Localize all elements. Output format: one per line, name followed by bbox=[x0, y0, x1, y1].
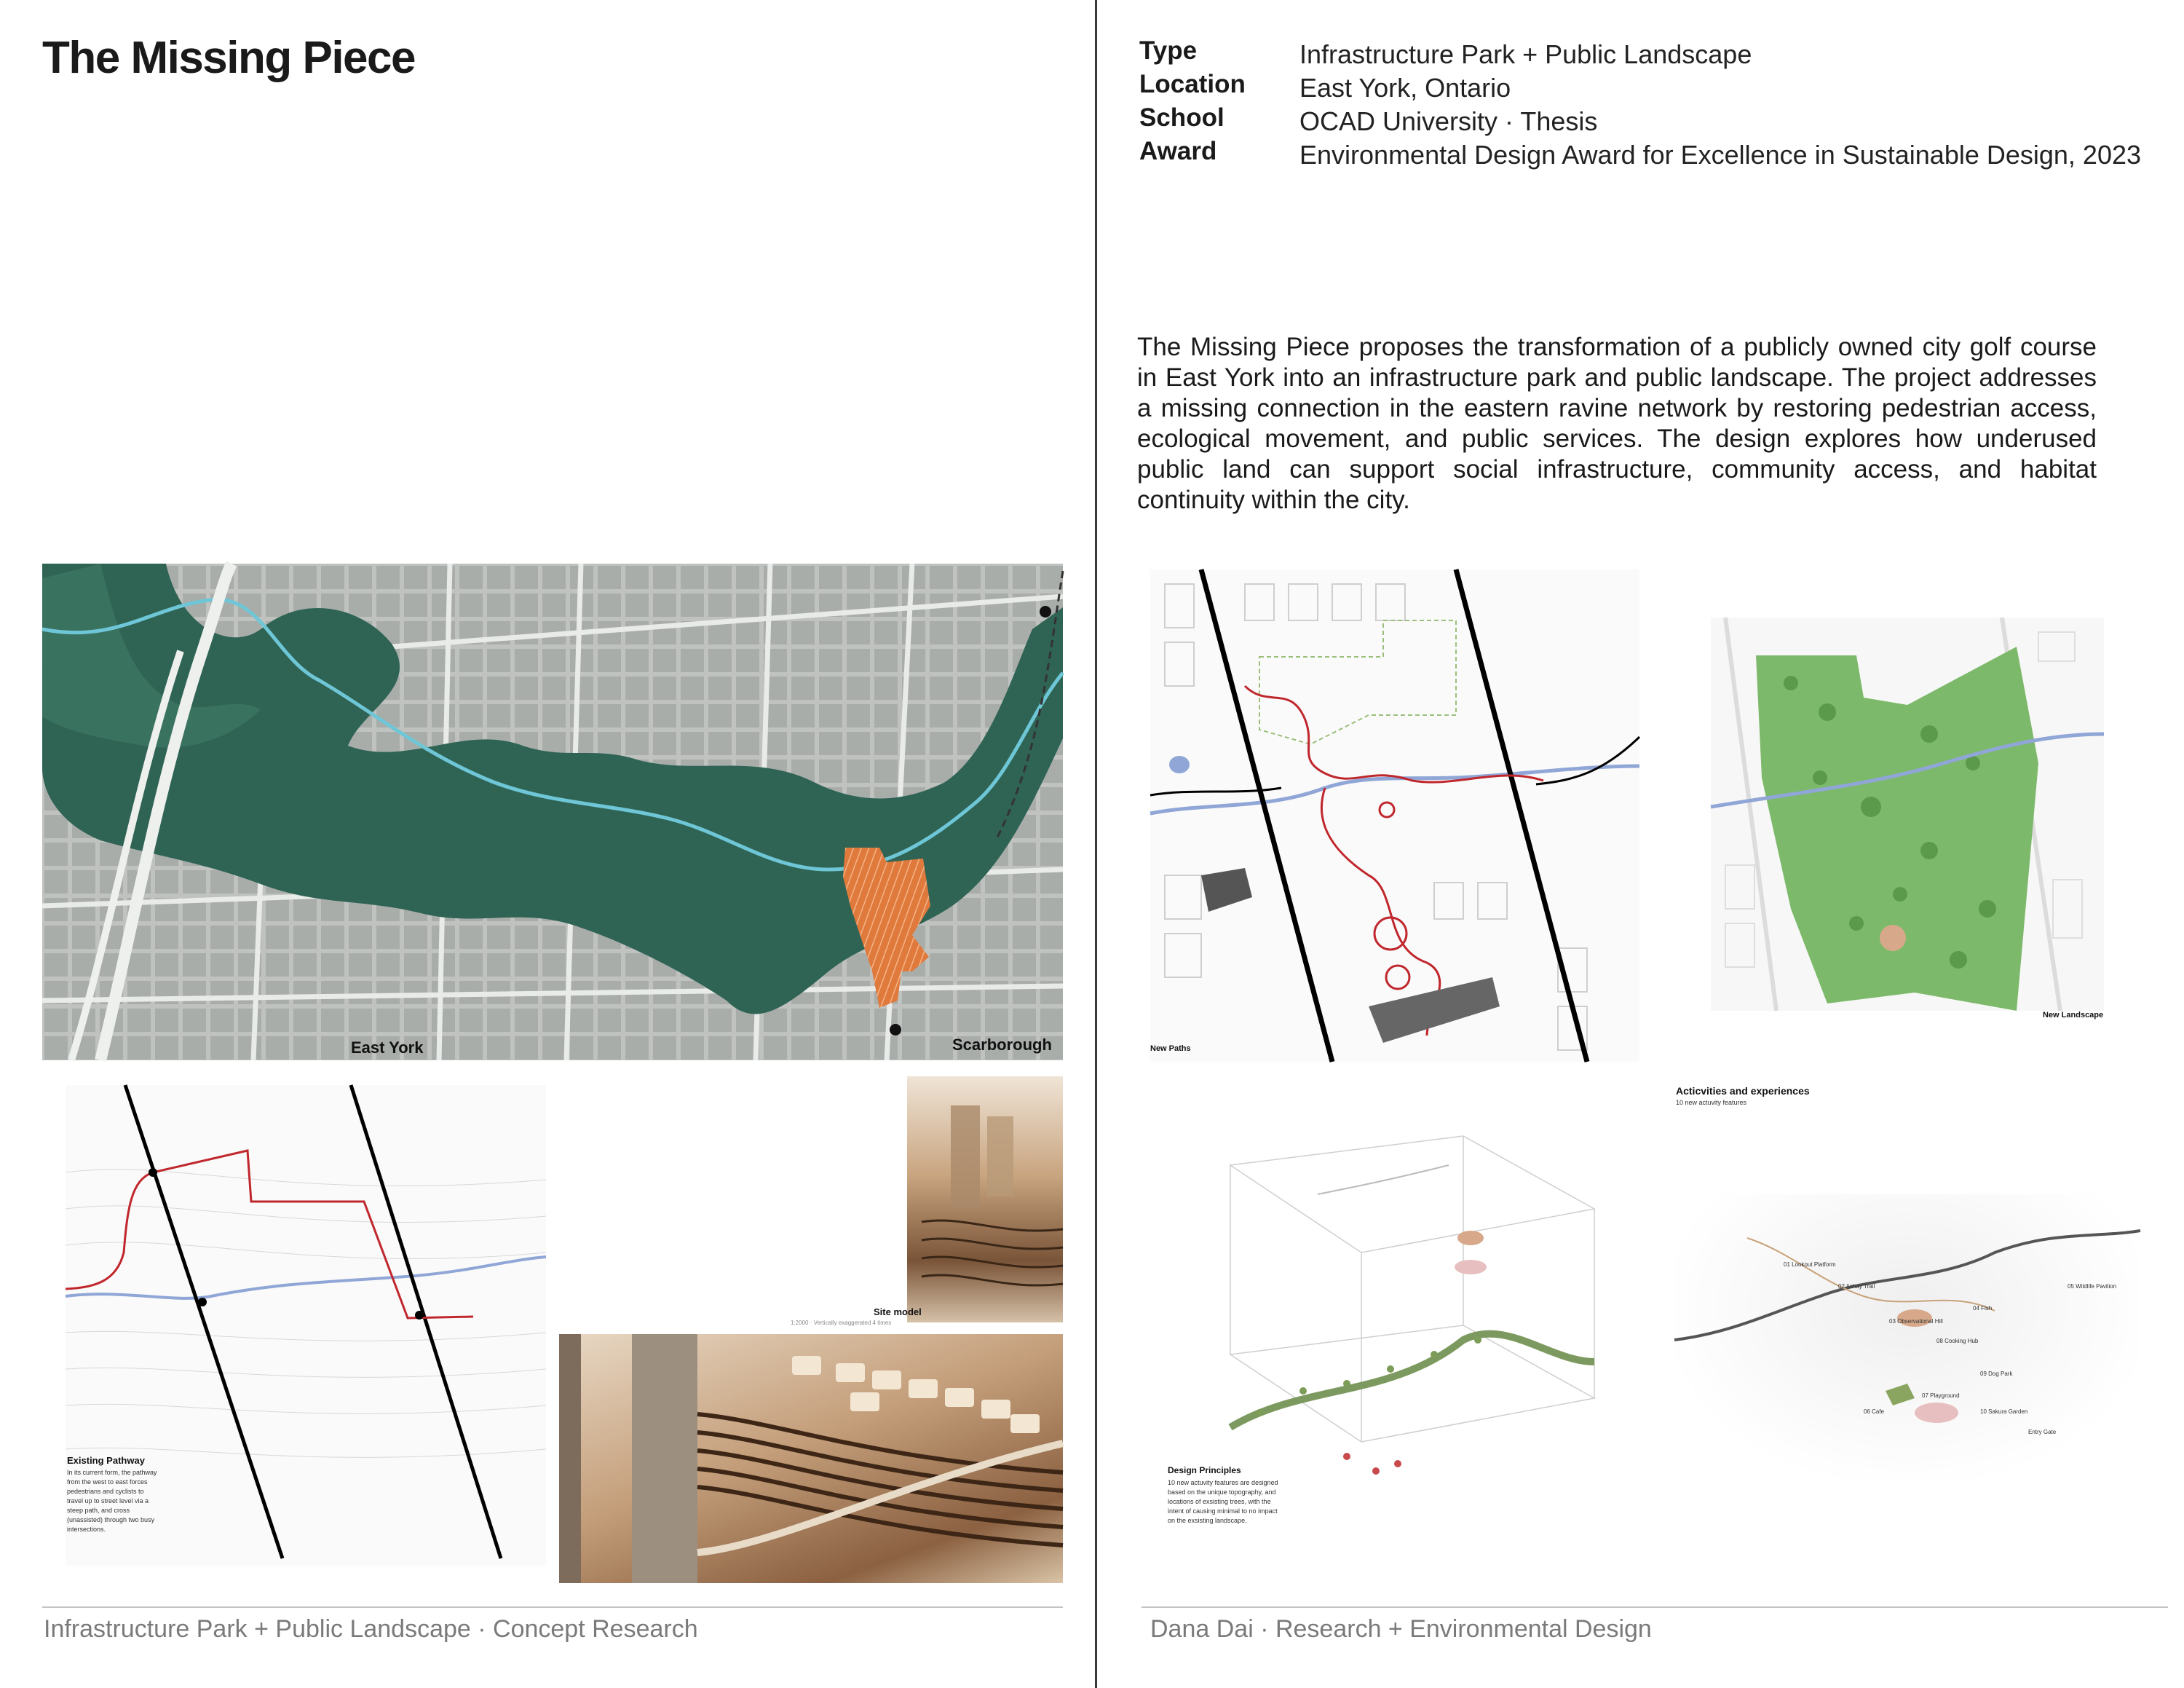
site-model-small-graphic bbox=[907, 1076, 1063, 1322]
design-principles-diagram bbox=[1158, 1121, 1594, 1558]
new-landscape-label: New Landscape bbox=[2043, 1011, 2104, 1019]
activity-item: 02 Ashay Trail bbox=[1838, 1283, 1875, 1290]
footer-rule-right bbox=[1142, 1606, 2168, 1608]
footer-rule-left bbox=[42, 1606, 1063, 1608]
meta-type-label: Type bbox=[1139, 36, 1198, 65]
new-paths-diagram bbox=[1150, 569, 1639, 1062]
activity-item: 08 Cooking Hub bbox=[1936, 1338, 1979, 1344]
new-landscape-diagram bbox=[1711, 618, 2104, 1019]
meta-type-value: Infrastructure Park + Public Landscape bbox=[1299, 39, 1752, 69]
site-model-sub: 1:2000 · Vertically exaggerated 4 times bbox=[791, 1320, 892, 1326]
new-paths-label: New Paths bbox=[1150, 1044, 1191, 1053]
activity-item: Entry Gate bbox=[2028, 1429, 2057, 1435]
map-label-scarborough: Scarborough bbox=[952, 1036, 1052, 1054]
activity-item: 04 Fish bbox=[1973, 1305, 1993, 1312]
activities-heading: Acticvities and experiences bbox=[1676, 1085, 1810, 1097]
site-model-heading: Site model bbox=[874, 1306, 922, 1317]
activity-item: 10 Sakura Garden bbox=[1980, 1408, 2028, 1415]
footer-left: Infrastructure Park + Public Landscape · Concept Research bbox=[44, 1615, 698, 1643]
page-title: The Missing Piece bbox=[42, 33, 416, 83]
meta-award-label: Award bbox=[1139, 137, 1217, 165]
existing-pathway-body: In its current form, the pathway from the west to east forces pedestrians and cyclists to travel up to street level via a steep path, and cross (unassisted) through two busy intersections. bbox=[67, 1469, 157, 1533]
project-description: The Missing Piece proposes the transformation of a publicly owned city golf course in East York into an infrastructure park and public landscape. The project addresses a missing connection in the eastern ravine network by restoring pedestrian access, ecological movement, and public services. The design explores how underused public land can support social infrastructure, community access, and habitat continuity within the city. bbox=[1137, 333, 2097, 514]
site-model-photo-small bbox=[907, 1076, 1063, 1322]
meta-school-label: School bbox=[1139, 103, 1224, 132]
activity-item: 06 Cafe bbox=[1864, 1408, 1885, 1415]
new-paths-graphic bbox=[1150, 569, 1639, 1062]
meta-location-value: East York, Ontario bbox=[1299, 73, 1511, 103]
footer-right: Dana Dai · Research + Environmental Design bbox=[1150, 1615, 1652, 1643]
page-spine bbox=[1095, 0, 1097, 1688]
existing-pathway-diagram bbox=[66, 1085, 546, 1566]
meta-award-value: Environmental Design Award for Excellence in Sustainable Design, 2023 bbox=[1299, 140, 2142, 170]
activity-item: 03 Observational Hill bbox=[1889, 1318, 1943, 1325]
activities-sub: 10 new actuvity features bbox=[1676, 1099, 1747, 1106]
new-landscape-graphic bbox=[1711, 618, 2104, 1011]
activity-item: 05 Wildlife Pavilion bbox=[2068, 1283, 2117, 1290]
site-model-photo-large bbox=[559, 1334, 1063, 1583]
activity-item: 09 Dog Park bbox=[1980, 1370, 2013, 1377]
site-context-map bbox=[42, 564, 1063, 1060]
activities-graphic bbox=[1674, 1194, 2140, 1478]
meta-school-value: OCAD University · Thesis bbox=[1299, 106, 1598, 136]
activities-diagram bbox=[1674, 1194, 2140, 1478]
design-principles-body: 10 new actuvity features are designed based on the unique topography, and locations of exsisting trees, with the intent of causing minimal to no impact on the exsisting landscape. bbox=[1168, 1479, 1278, 1524]
activity-item: 01 Lookout Platform bbox=[1784, 1261, 1836, 1268]
map-graphic bbox=[42, 564, 1063, 1060]
activity-item: 07 Playground bbox=[1922, 1392, 1960, 1399]
existing-pathway-heading: Existing Pathway bbox=[67, 1455, 145, 1466]
map-label-east-york: East York bbox=[351, 1038, 424, 1057]
design-principles-heading: Design Principles bbox=[1168, 1465, 1241, 1475]
site-model-large-graphic bbox=[559, 1334, 1063, 1583]
meta-location-label: Location bbox=[1139, 70, 1246, 98]
